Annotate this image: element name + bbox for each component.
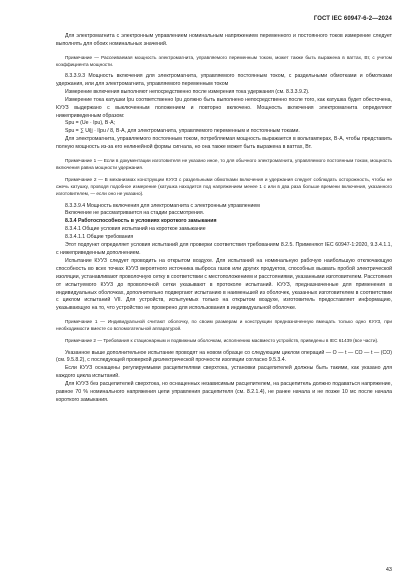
note-paragraph: Примечание 2 — Требования к стационарным и подвижным оболочкам, исполнению масвместо устройств, приведены в IEC 61439 (все части). <box>65 338 379 344</box>
running-header: ГОСТ IEC 60947-6-2—2024 <box>313 16 392 22</box>
body-paragraph: Включение не рассматривается на стадии рассмотрения. <box>65 210 205 217</box>
body-text <box>56 33 392 405</box>
formula-line: Spu = (Ue · Ipu), В·А; <box>65 120 116 127</box>
body-paragraph: 8.3.4.1.1 Общие требования <box>65 234 134 241</box>
formula-line: Spu = ∑ Ui|j · I|pu / 8, В·А, для электромагнита, управляемого переменным и постоянным токами. <box>65 128 300 135</box>
body-paragraph: 8.3.3.9.4 Мощность включения для электромагнита с электронным управлением <box>65 202 260 209</box>
body-paragraph: Испытание КУУЗ следует проводить на открытом воздухе. Для испытаний на номинальную рабочую наибольшую отключающую способность во всех точках КУУЗ вероятного источника выброса газов или других продуктов, способных вызвать пробой электрической изоляции, устанавливают проволочную сетку в соответствии с местоположением и расстояниями, указанными изготовителем. Расстояния от испытуемого КУУЗ до проволочной сетки указывают в протоколе испытаний. КУУЗ, предназначенные для применения в индивидуальных оболочках, дополнительно подвергают испытанию в наименьшей из оболочек, указанных изготовителем в соответствии с циклом испытаний VII. Для устройств, испытуемых только на открытом воздухе, изготовитель предоставляет информацию, указывающую на то, что устройство не проверено для использования в индивидуальной оболочке. <box>56 257 392 312</box>
body-paragraph: Для электромагнита с электронным управлением номинальным напряжением переменного и постоянного токов измерение следует выполнять для обоих номинальных значений. <box>56 33 392 47</box>
note-paragraph: Примечание — Рассеиваемая мощность электромагнита, управляемого переменным током, может также быть выражена в ваттах, Вт, с учетом коэффициента мощности. <box>56 54 392 67</box>
note-paragraph: Примечание 1 — Если в документации изготовителя не указано иное, то для обычного электромагнита, управляемого постоянным током, мощность включения равна мощности удержания. <box>56 158 392 171</box>
body-paragraph: 8.3.4 Работоспособность в условиях короткого замыкания <box>65 218 217 225</box>
body-paragraph: Для КУУЗ без расцепителей сверхтока, но оснащенных независимым расцепителем, на расцепитель должно подаваться напряжение, равное 70 % номинального напряжения цепи управления расцепителя (см. 8.2.1.4), не ранее начала и не позже 10 мс после начала короткого замыкания. <box>56 381 392 403</box>
body-paragraph: Этот подпункт определяет условия испытаний для проверки соответствия требованиям 8.2.5. Применяют IEC 60947-1:2020, 9.3.4.1.1, с нижеприведенным дополнением. <box>56 242 392 256</box>
note-paragraph: Примечание 2 — В механизмах конструкции КУУЗ с раздельными обмотками включения и удержания следует соблюдать осторожность, чтобы не сжечь катушку, проводя подобное измерение (катушка находится под напряжением менее 1 с или в два раза больше времени включения, указанного изготовителем, — если оно не указано). <box>56 177 392 197</box>
body-paragraph: Указанное выше дополнительное испытание проводят на новом образце со следующим циклом операций — O — t — CO — t — (CO) (см. 9.5.8.2), с последующей проверкой диэлектрической прочности изоляции согласно 9.5.3.4. <box>56 349 392 364</box>
body-paragraph: Измерение включения выполняют непосредственно после измерения тока удержания (см. 8.3.3.9.2). <box>65 88 310 95</box>
page-number: 43 <box>385 567 392 573</box>
body-paragraph: 8.3.3.9.3 Мощность включения для электромагнита, управляемого постоянным током, с раздельными обмотками и обмотками удержания, или для электромагнита, управляемого переменным током <box>56 73 392 87</box>
body-paragraph: Измерение тока катушки Ipu соответственно Ipu должно быть выполнено непосредственно после того, как катушка будет обесточена, КУУЗ выдержано с выключенным положением и повторно включено. Мощность включения электромагнита определяют нижеприведенным образом: <box>56 96 392 119</box>
body-paragraph: Если КУУЗ оснащены регулируемыми расцепителями сверхтока, установки расцепителей должны быть такими, как указано для каждого цикла испытаний. <box>56 365 392 380</box>
note-paragraph: Примечание 1 — Индивидуальной считают оболочку, по своим размерам и конструкции предназначенную вмещать только одно КУУЗ, при необходимости вместе со вспомогательной аппаратурой. <box>56 319 392 332</box>
body-paragraph: 8.3.4.1 Общие условия испытаний на короткое замыкание <box>65 226 206 233</box>
body-paragraph: Для электромагнита, управляемого постоянным током, потребляемая мощность выражается в вольтамперах, В·А, чтобы представить полную мощность из-за его нелинейной формы сигнала, но она также может быть выражена в ваттах, Вт. <box>56 136 392 151</box>
